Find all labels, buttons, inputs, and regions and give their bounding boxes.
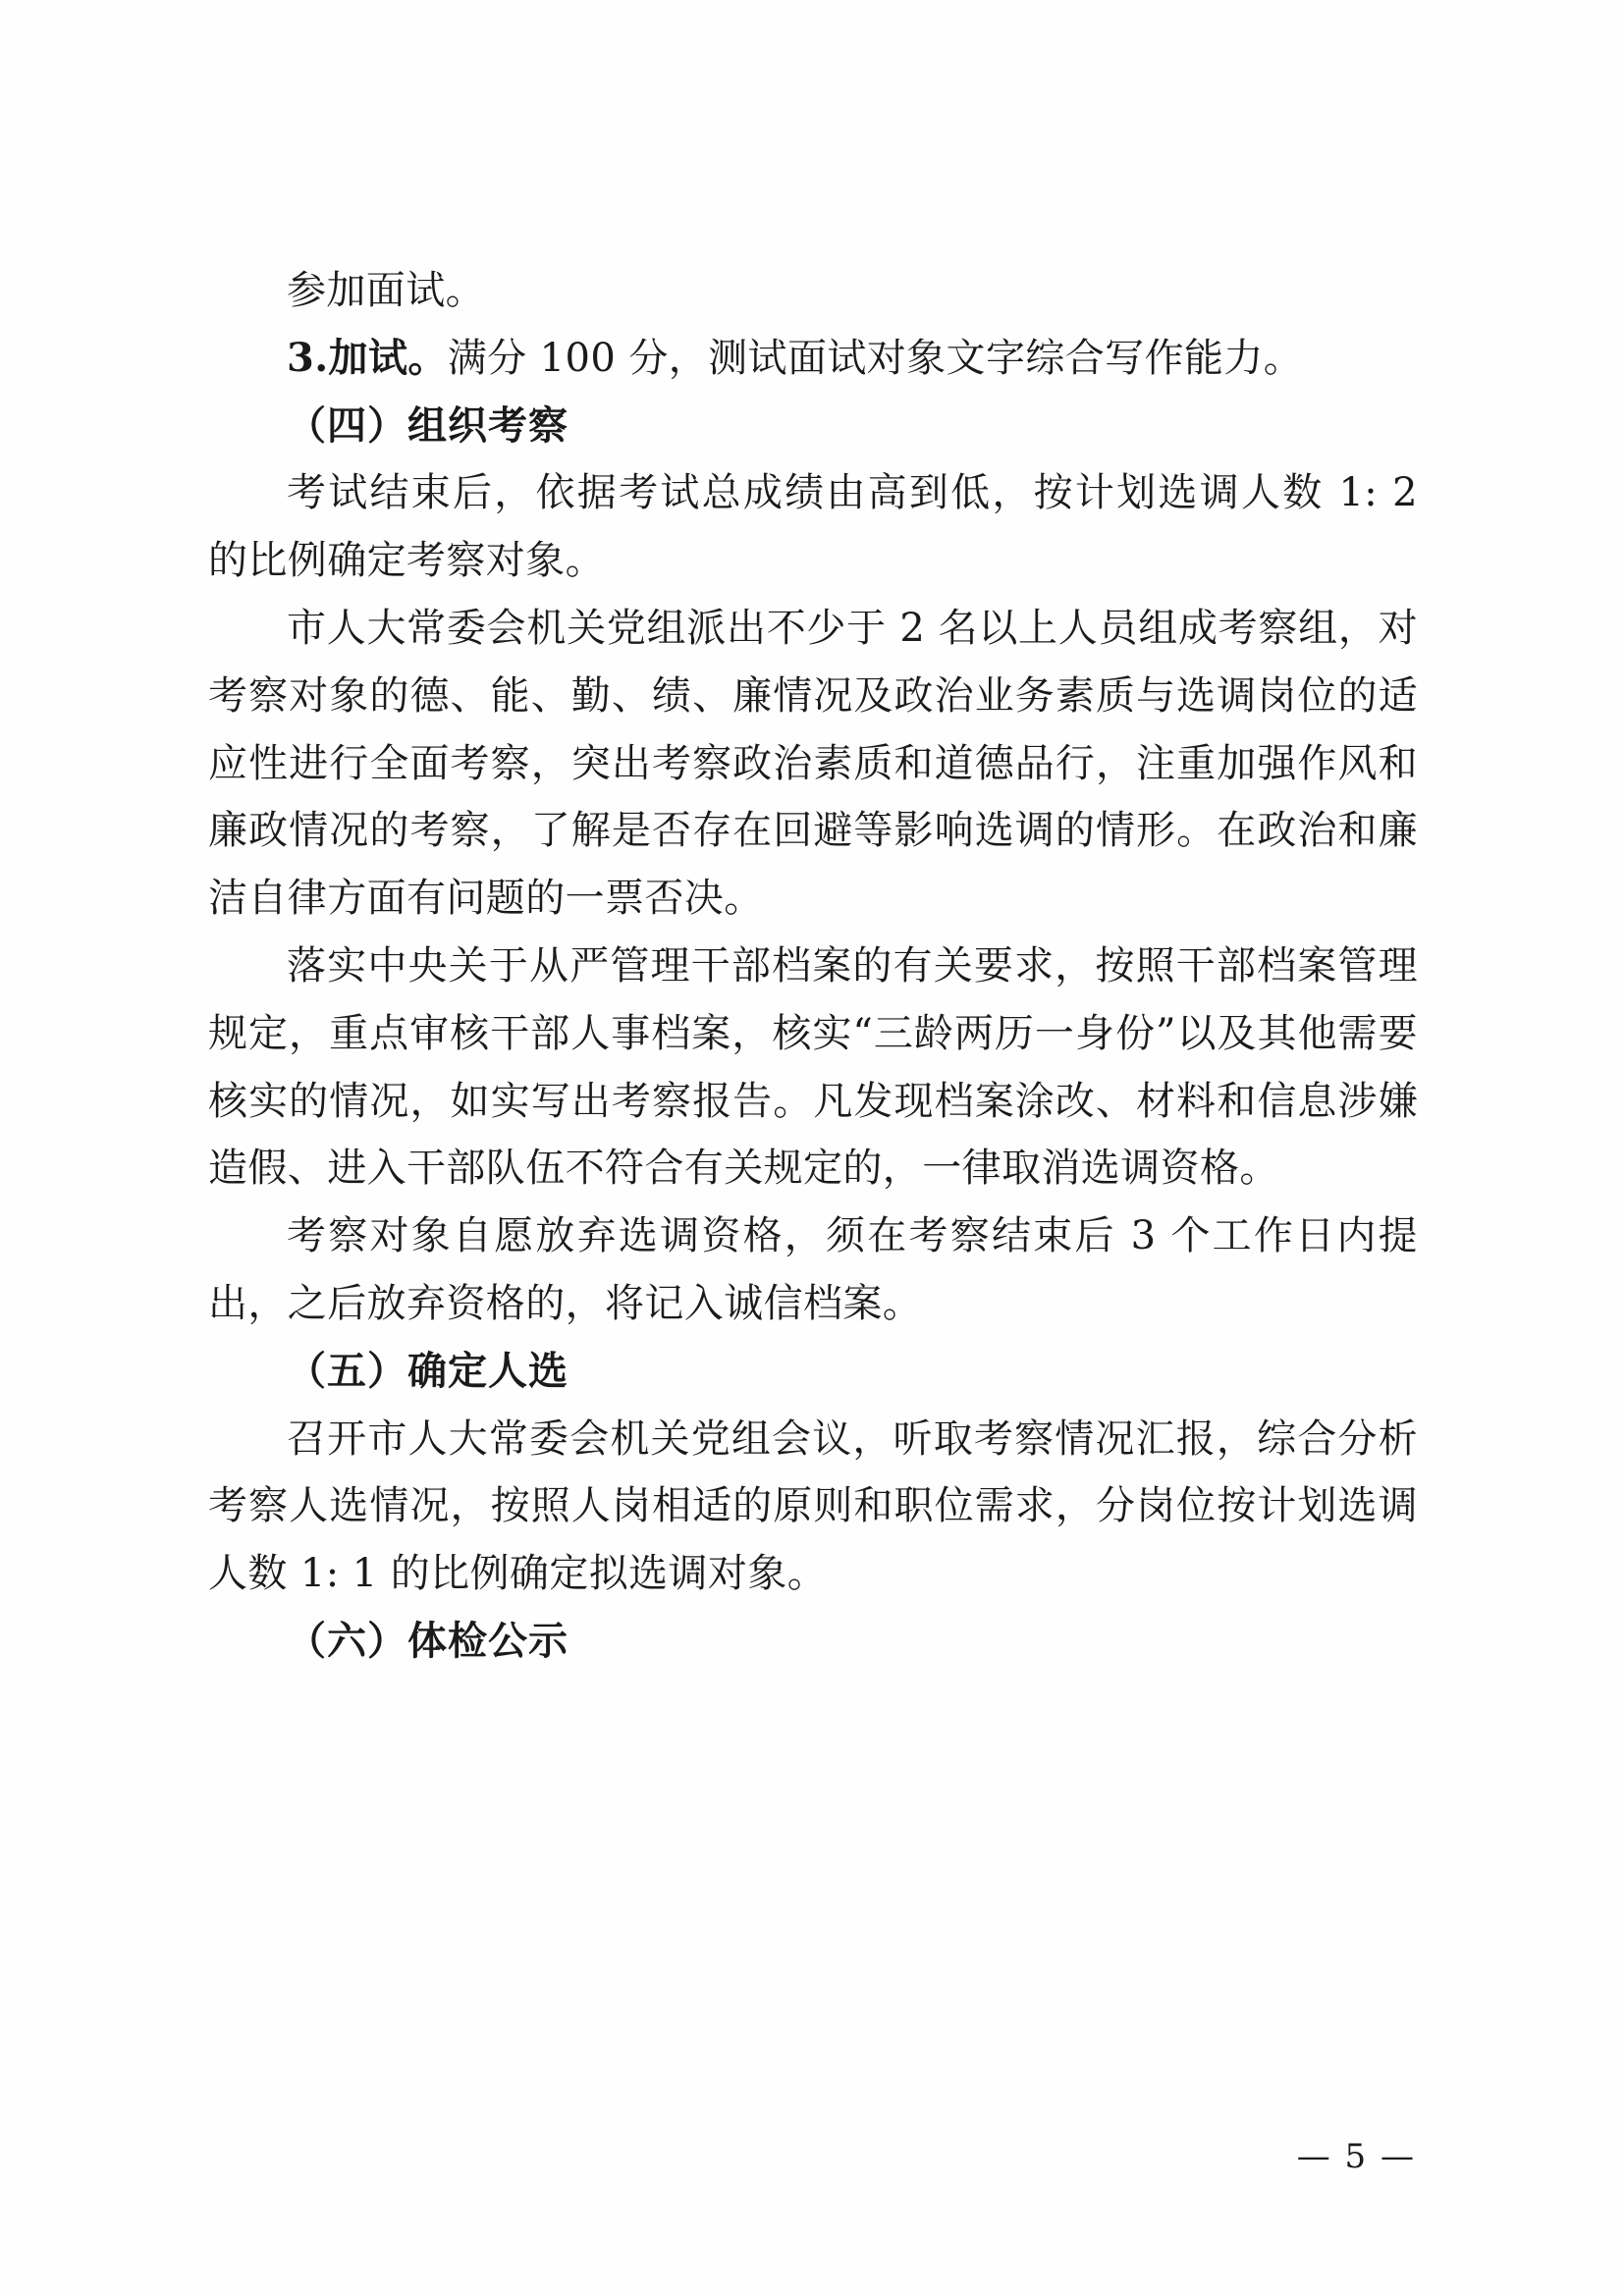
item-3-label: 3.加试。 xyxy=(287,334,448,381)
paragraph-inspection-group: 市人大常委会机关党组派出不少于 2 名以上人员组成考察组，对考察对象的德、能、勤、绩、廉情况及政治业务素质与选调岗位的适应性进行全面考察，突出考察政治素质和道德品行，注重加强作风和廉政情况的考察，了解是否存在回避等影响选调的情形。在政治和廉洁自律方面有问题的一票否决。 xyxy=(208,605,1418,922)
section-heading-six: （六）体检公示 xyxy=(287,1617,568,1664)
item-3-text: 满分 100 分，测试面试对象文字综合写作能力。 xyxy=(447,335,1304,381)
section-heading-four: （四）组织考察 xyxy=(287,401,568,449)
paragraph-continuation: 参加面试。 xyxy=(287,268,485,313)
paragraph-archive-review: 落实中央关于从严管理干部档案的有关要求，按照干部档案管理规定，重点审核干部人事档案，核实“三龄两历一身份”以及其他需要核实的情况，如实写出考察报告。凡发现档案涂改、材料和信息涉嫌造假、进入干部队伍不符合有关规定的，一律取消选调资格。 xyxy=(208,942,1418,1192)
paragraph-candidate-determination: 召开市人大常委会机关党组会议，听取考察情况汇报，综合分析考察人选情况，按照人岗相适的原则和职位需求，分岗位按计划选调人数 1: 1 的比例确定拟选调对象。 xyxy=(208,1415,1418,1597)
section-heading-five: （五）确定人选 xyxy=(287,1347,568,1394)
paragraph-inspection-target: 考试结束后，依据考试总成绩由高到低，按计划选调人数 1: 2 的比例确定考察对象。 xyxy=(208,470,1418,584)
page-number: — 5 — xyxy=(1296,2137,1416,2176)
paragraph-item-3 xyxy=(208,325,1418,393)
document-body xyxy=(208,257,1418,1676)
paragraph-voluntary-waiver: 考察对象自愿放弃选调资格，须在考察结束后 3 个工作日内提出，之后放弃资格的，将记入诚信档案。 xyxy=(208,1213,1418,1326)
